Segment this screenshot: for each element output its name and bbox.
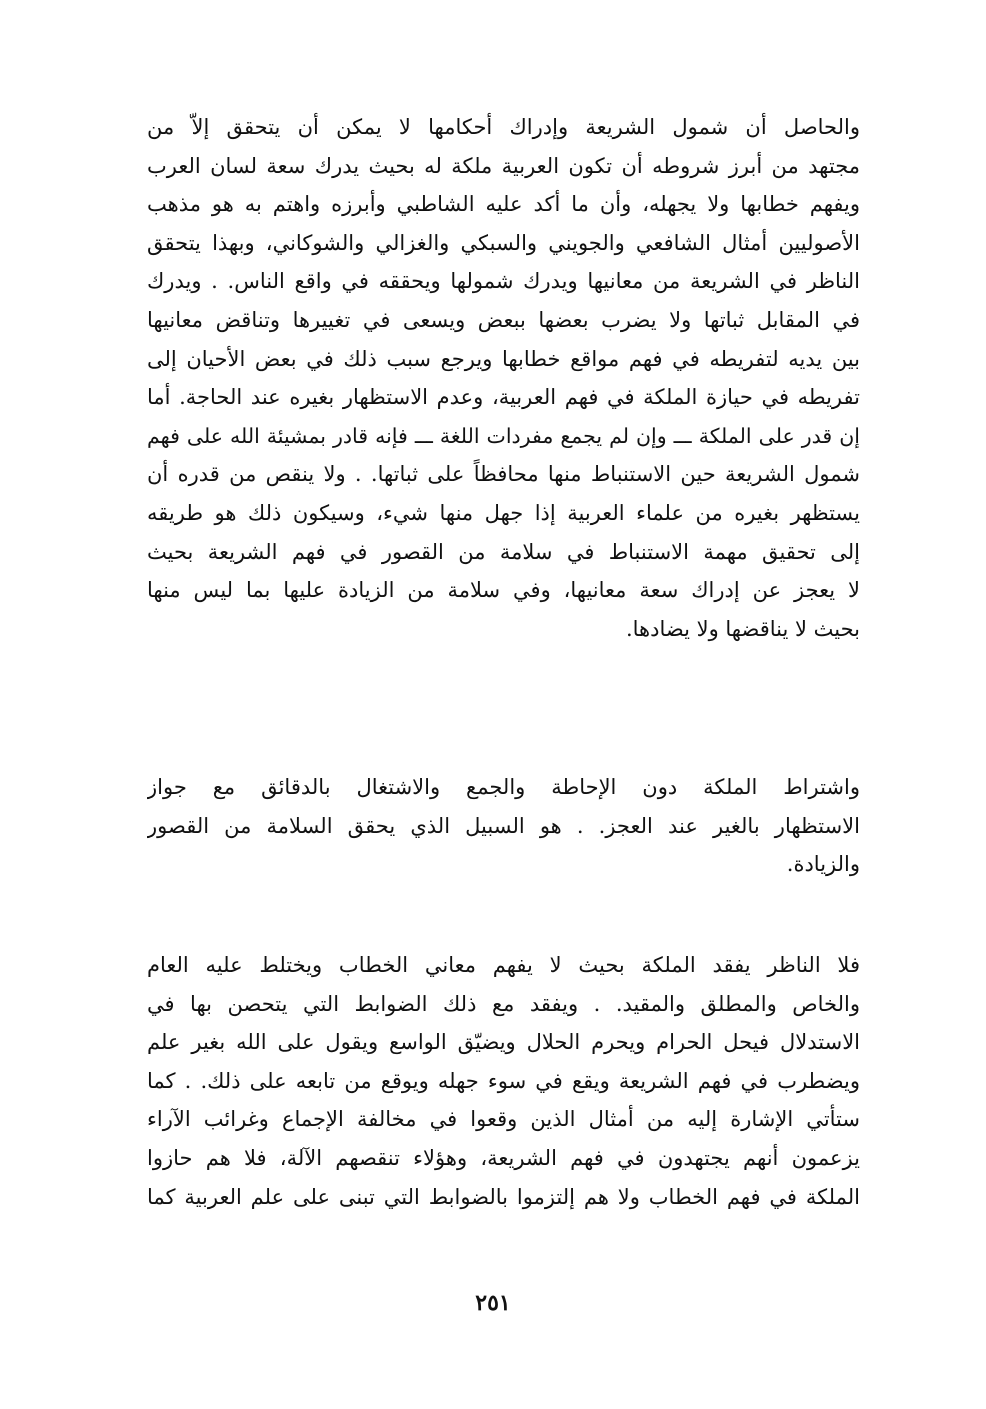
text-line: في المقابل ثباتها ولا يضرب بعضها ببعض ويسعى في تغييرها وتناقض معانيها <box>147 307 860 332</box>
text-line: الاستدلال فيحل الحرام ويحرم الحلال ويضيّق الواسع ويقول على الله بغير علم <box>147 1030 860 1055</box>
text-line: واشتراط الملكة دون الإحاطة والجمع والاشتغال بالدقائق مع جواز <box>147 775 860 799</box>
text-line: يزعمون أنهم يجتهدون في فهم الشريعة، وهؤلاء تنقصهم الآلة، فلا هم حازوا <box>147 1145 860 1170</box>
page-number: ٢٥١ <box>475 1290 511 1316</box>
text-line: الاستظهار بالغير عند العجز. . هو السبيل الذي يحقق السلامة من القصور <box>147 813 860 838</box>
text-line: بحيث لا يناقضها ولا يضادها. <box>625 616 860 641</box>
text-line: الناظر في الشريعة من معانيها ويدرك شمولها ويحققه في واقع الناس. . ويدرك <box>147 269 860 294</box>
text-line: مجتهد من أبرز شروطه أن تكون العربية ملكة له بحيث يدرك سعة لسان العرب <box>147 153 860 178</box>
paragraph-2 <box>147 768 860 884</box>
text-line: والخاص والمطلق والمقيد. . ويفقد مع ذلك الضوابط التي يتحصن بها في <box>147 991 860 1016</box>
text-line: يستظهر بغيره من علماء العربية إذا جهل منها شيء، وسيكون ذلك هو طريقه <box>147 500 860 525</box>
text-line: فلا الناظر يفقد الملكة بحيث لا يفهم معاني الخطاب ويختلط عليه العام <box>147 953 860 977</box>
text-line: الأصوليين أمثال الشافعي والجويني والسبكي والغزالي والشوكاني، وبهذا يتحقق <box>147 230 860 255</box>
text-line: ويضطرب في فهم الشريعة ويقع في سوء جهله ويوقع من تابعه على ذلك. . كما <box>147 1068 860 1093</box>
text-line: بين يديه لتفريطه في فهم مواقع خطابها ويرجع سبب ذلك في بعض الأحيان إلى <box>147 346 860 371</box>
text-line: شمول الشريعة حين الاستنباط منها محافظاً على ثباتها. . ولا ينقص من قدره أن <box>147 462 860 487</box>
paragraph-1 <box>147 108 860 648</box>
text-line: والزيادة. <box>786 852 860 877</box>
text-line: والحاصل أن شمول الشريعة وإدراك أحكامها لا يمكن أن يتحقق إلاّ من <box>147 115 860 139</box>
text-line: ستأتي الإشارة إليه من أمثال الذين وقعوا في مخالفة الإجماع وغرائب الآراء <box>147 1107 860 1132</box>
text-line: إلى تحقيق مهمة الاستنباط في سلامة من القصور في فهم الشريعة بحيث <box>147 539 860 564</box>
text-line: لا يعجز عن إدراك سعة معانيها، وفي سلامة من الزيادة عليها بما ليس منها <box>147 578 860 603</box>
text-line: إن قدر على الملكة ـــ وإن لم يجمع مفردات اللغة ـــ فإنه قادر بمشيئة الله على فهم <box>147 423 860 448</box>
paragraph-3 <box>147 946 860 1216</box>
text-line: ويفهم خطابها ولا يجهله، وأن ما أكد عليه الشاطبي وأبرزه واهتم به هو مذهب <box>147 192 860 217</box>
text-line: الملكة في فهم الخطاب ولا هم إلتزموا بالضوابط التي تبنى على علم العربية كما <box>147 1184 860 1209</box>
text-line: تفريطه في حيازة الملكة في فهم العربية، وعدم الاستظهار بغيره عند الحاجة. أما <box>147 385 860 410</box>
